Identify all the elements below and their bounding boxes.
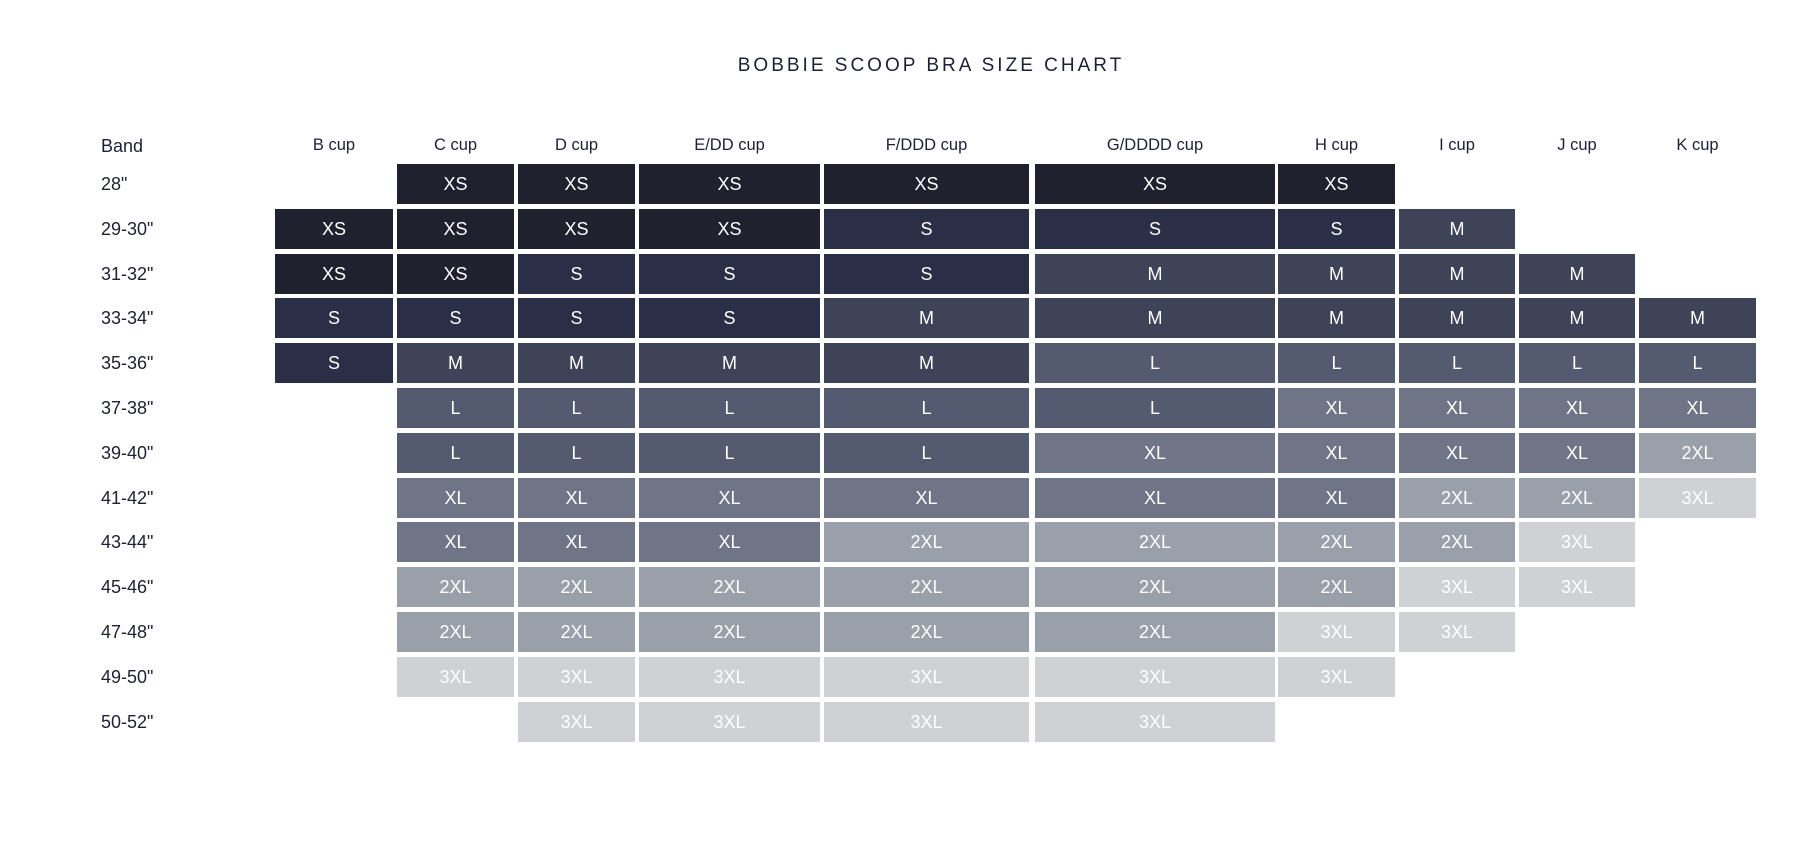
size-cell: XL: [824, 478, 1029, 518]
size-cell: 2XL: [824, 612, 1029, 652]
size-cell: M: [1278, 254, 1395, 294]
size-cell: 3XL: [1399, 567, 1515, 607]
column-header: H cup: [1314, 136, 1359, 154]
size-cell: XL: [1399, 433, 1515, 473]
size-cell: 2XL: [1278, 567, 1395, 607]
size-cell: XS: [824, 164, 1029, 204]
size-cell: XL: [1278, 478, 1395, 518]
band-label: 39-40": [101, 443, 154, 463]
size-cell: S: [639, 298, 820, 338]
size-cell: 2XL: [1278, 522, 1395, 562]
size-cell: S: [639, 254, 820, 294]
size-cell: 3XL: [1278, 612, 1395, 652]
column-header: E/DD cup: [694, 136, 765, 154]
size-cell: XS: [397, 209, 514, 249]
size-cell: M: [824, 298, 1029, 338]
size-cell: XL: [397, 522, 514, 562]
size-cell: 2XL: [397, 612, 514, 652]
size-cell: 2XL: [824, 567, 1029, 607]
column-header: I cup: [1439, 136, 1475, 154]
size-cell: S: [518, 254, 635, 294]
size-cell: M: [1399, 298, 1515, 338]
size-cell: 2XL: [397, 567, 514, 607]
size-cell: 3XL: [639, 702, 820, 742]
column-header: K cup: [1676, 136, 1719, 154]
size-cell: XL: [1519, 388, 1635, 428]
band-label: 47-48": [101, 622, 154, 642]
size-cell: 2XL: [1035, 567, 1275, 607]
size-cell: L: [1278, 343, 1395, 383]
size-cell: XS: [275, 254, 393, 294]
size-cell: L: [1035, 388, 1275, 428]
size-cell: M: [1399, 209, 1515, 249]
size-cell: XS: [397, 164, 514, 204]
size-cell: M: [1519, 298, 1635, 338]
size-cell: L: [1639, 343, 1756, 383]
size-cell: L: [1399, 343, 1515, 383]
size-cell: XS: [639, 164, 820, 204]
size-cell: 3XL: [397, 657, 514, 697]
size-cell: L: [639, 433, 820, 473]
size-cell: 3XL: [1035, 702, 1275, 742]
size-cell: XS: [518, 209, 635, 249]
band-label: 37-38": [101, 398, 154, 418]
band-label: 31-32": [101, 264, 154, 284]
size-cell: XL: [1519, 433, 1635, 473]
size-cell: S: [824, 254, 1029, 294]
size-cell: S: [275, 343, 393, 383]
size-cell: M: [1639, 298, 1756, 338]
size-cell: L: [1035, 343, 1275, 383]
size-cell: M: [824, 343, 1029, 383]
size-cell: 2XL: [1399, 522, 1515, 562]
band-column-header: Band: [101, 136, 144, 156]
column-header: D cup: [554, 136, 599, 154]
size-cell: S: [1035, 209, 1275, 249]
size-cell: S: [397, 298, 514, 338]
size-cell: 3XL: [1035, 657, 1275, 697]
band-label: 41-42": [101, 488, 154, 508]
size-cell: 3XL: [1519, 567, 1635, 607]
size-cell: XL: [639, 478, 820, 518]
size-cell: XL: [1639, 388, 1756, 428]
size-cell: S: [824, 209, 1029, 249]
size-cell: S: [1278, 209, 1395, 249]
size-cell: XL: [518, 522, 635, 562]
size-cell: S: [518, 298, 635, 338]
column-header: J cup: [1557, 136, 1597, 154]
size-cell: M: [397, 343, 514, 383]
size-cell: M: [1278, 298, 1395, 338]
size-cell: XL: [397, 478, 514, 518]
size-cell: XS: [1278, 164, 1395, 204]
size-cell: 3XL: [1278, 657, 1395, 697]
band-label: 28": [101, 174, 128, 194]
band-label: 45-46": [101, 577, 154, 597]
size-cell: 2XL: [639, 567, 820, 607]
size-cell: 3XL: [518, 702, 635, 742]
size-cell: L: [518, 433, 635, 473]
size-cell: L: [397, 388, 514, 428]
size-cell: L: [824, 433, 1029, 473]
size-cell: XL: [1035, 433, 1275, 473]
size-cell: 2XL: [1399, 478, 1515, 518]
size-cell: M: [1035, 254, 1275, 294]
size-cell: L: [397, 433, 514, 473]
column-header: B cup: [312, 136, 356, 154]
size-cell: M: [518, 343, 635, 383]
size-cell: XL: [1035, 478, 1275, 518]
size-cell: XS: [397, 254, 514, 294]
band-label: 33-34": [101, 308, 154, 328]
size-cell: 2XL: [518, 567, 635, 607]
band-label: 35-36": [101, 353, 154, 373]
size-cell: XS: [1035, 164, 1275, 204]
size-cell: L: [518, 388, 635, 428]
size-cell: M: [639, 343, 820, 383]
band-label: 50-52": [101, 712, 154, 732]
size-cell: 3XL: [824, 657, 1029, 697]
size-cell: XL: [639, 522, 820, 562]
column-header: G/DDDD cup: [1106, 136, 1204, 154]
size-cell: 2XL: [824, 522, 1029, 562]
size-cell: XS: [639, 209, 820, 249]
size-cell: 3XL: [1639, 478, 1756, 518]
column-header: F/DDD cup: [885, 136, 968, 154]
size-cell: 3XL: [824, 702, 1029, 742]
size-cell: L: [824, 388, 1029, 428]
size-cell: XL: [1278, 388, 1395, 428]
size-cell: XL: [518, 478, 635, 518]
size-cell: M: [1519, 254, 1635, 294]
size-cell: 3XL: [639, 657, 820, 697]
band-label: 49-50": [101, 667, 154, 687]
size-cell: M: [1399, 254, 1515, 294]
size-cell: L: [1519, 343, 1635, 383]
size-cell: 2XL: [518, 612, 635, 652]
size-cell: XL: [1399, 388, 1515, 428]
size-cell: 2XL: [639, 612, 820, 652]
band-label: 29-30": [101, 219, 154, 239]
size-cell: XL: [1278, 433, 1395, 473]
size-cell: 2XL: [1035, 522, 1275, 562]
column-header: C cup: [433, 136, 478, 154]
size-cell: XS: [518, 164, 635, 204]
size-cell: 2XL: [1639, 433, 1756, 473]
size-cell: S: [275, 298, 393, 338]
chart-title: BOBBIE SCOOP BRA SIZE CHART: [737, 55, 1125, 76]
size-cell: 3XL: [1519, 522, 1635, 562]
size-cell: M: [1035, 298, 1275, 338]
size-cell: 3XL: [518, 657, 635, 697]
size-cell: 2XL: [1519, 478, 1635, 518]
band-label: 43-44": [101, 532, 154, 552]
size-cell: 2XL: [1035, 612, 1275, 652]
size-cell: XS: [275, 209, 393, 249]
size-cell: L: [639, 388, 820, 428]
size-cell: 3XL: [1399, 612, 1515, 652]
